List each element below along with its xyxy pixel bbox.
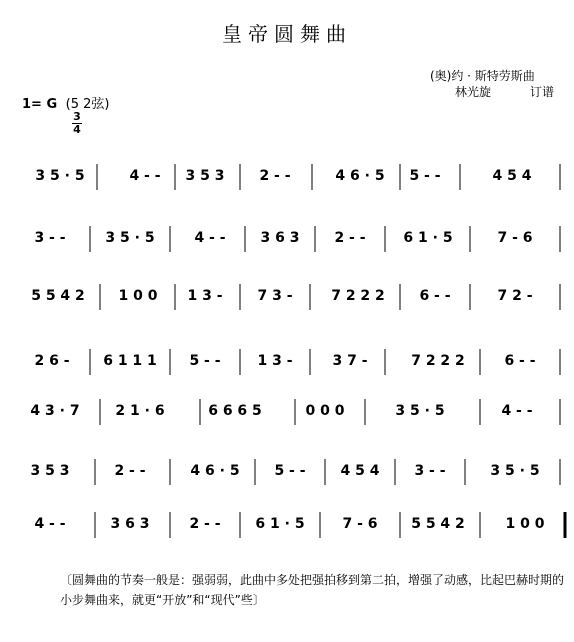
measure-notes: 4 5 4 [492, 168, 532, 184]
measure-notes: 3 6 3 [260, 230, 300, 246]
measure-notes: 5 - - [189, 353, 221, 369]
measure-notes: 4 - - [194, 230, 226, 246]
measure-notes: 4 - - [129, 168, 161, 184]
measure-notes: 2 - - [334, 230, 366, 246]
composer-credit: (奥)约 · 斯特劳斯曲 [430, 69, 535, 83]
measure-notes: 4 - - [501, 403, 533, 419]
score-row [0, 385, 574, 445]
page-title: 皇帝圆舞曲 [222, 22, 352, 46]
time-signature-bottom: 4 [73, 123, 81, 136]
measure-notes: 4 6 · 5 [335, 168, 385, 184]
time-signature [72, 111, 82, 136]
measure-notes: 7 2 - [497, 288, 533, 304]
measure-notes: 7 - 6 [497, 230, 533, 246]
measure-notes: 3 5 3 [185, 168, 225, 184]
measure-notes: 3 - - [414, 463, 446, 479]
arranger-credit: 林光旋 [455, 85, 492, 99]
measure-notes: 2 - - [189, 516, 221, 532]
measure-notes: 6 1 1 1 [103, 353, 157, 369]
measure-notes: 5 - - [274, 463, 306, 479]
measure-notes: 1 3 - [257, 353, 293, 369]
measure-notes: 7 2 2 2 [411, 353, 465, 369]
measure-notes: 2 1 · 6 [115, 403, 165, 419]
measure-notes: 6 1 · 5 [403, 230, 453, 246]
score-row [0, 445, 574, 505]
measure-notes: 4 - - [34, 516, 66, 532]
measure-notes: 7 3 - [257, 288, 293, 304]
bar-lines [0, 385, 574, 445]
measure-notes: 4 5 4 [340, 463, 380, 479]
measure-notes: 3 6 3 [110, 516, 150, 532]
score-row [0, 270, 574, 330]
measure-notes: 3 5 · 5 [105, 230, 155, 246]
measure-notes: 6 6 6 5 [208, 403, 262, 419]
measure-notes: 4 6 · 5 [190, 463, 240, 479]
measure-notes: 6 - - [419, 288, 451, 304]
score-row [0, 150, 574, 210]
footnote: 〔圆舞曲的节奏一般是：强弱弱，此曲中多处把强拍移到第二拍，增强了动感，比起巴赫时期的小步舞曲来，就更“开放”和“现代”些〕 [60, 573, 565, 607]
key-label: 1= G [22, 97, 58, 112]
measure-notes: 1 0 0 [118, 288, 158, 304]
measure-notes: 2 6 - [34, 353, 70, 369]
measure-notes: 5 5 4 2 [31, 288, 85, 304]
measure-notes: 4 3 · 7 [30, 403, 80, 419]
measure-notes: 2 - - [114, 463, 146, 479]
measure-notes: 6 - - [504, 353, 536, 369]
measure-notes: 7 - 6 [342, 516, 378, 532]
measure-notes: 1 3 - [187, 288, 223, 304]
time-signature-top: 3 [73, 110, 81, 123]
measure-notes: 7 2 2 2 [331, 288, 385, 304]
measure-notes: 0 0 0 [305, 403, 345, 419]
measure-notes: 3 5 · 5 [490, 463, 540, 479]
arranger-role: 订谱 [530, 85, 555, 99]
score-row [0, 498, 574, 558]
measure-notes: 1 0 0 [505, 516, 545, 532]
measure-notes: 3 5 · 5 [395, 403, 445, 419]
measure-notes: 2 - - [259, 168, 291, 184]
measure-notes: 3 5 3 [30, 463, 70, 479]
measure-notes: 6 1 · 5 [255, 516, 305, 532]
measure-notes: 3 7 - [332, 353, 368, 369]
string-tuning: (5 2弦) [65, 97, 110, 112]
key-signature [22, 93, 110, 112]
measure-notes: 3 5 · 5 [35, 168, 85, 184]
measure-notes: 5 5 4 2 [411, 516, 465, 532]
score-row [0, 212, 574, 272]
measure-notes: 5 - - [409, 168, 441, 184]
measure-notes: 3 - - [34, 230, 66, 246]
